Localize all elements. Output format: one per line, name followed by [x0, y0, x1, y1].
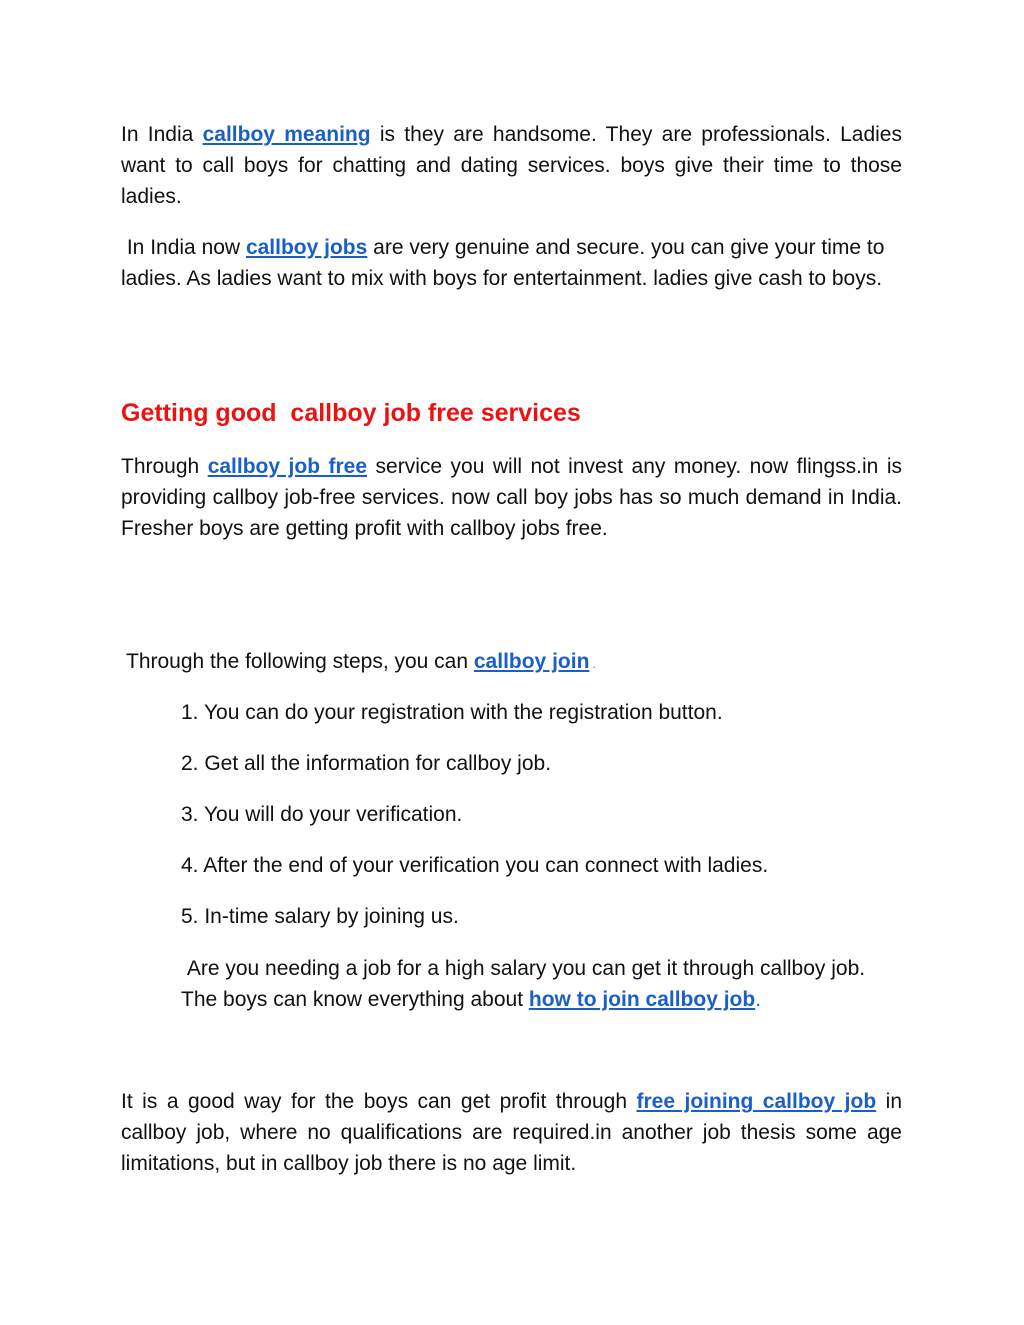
link-how-to-join-callboy-job[interactable]: how to join callboy job	[528, 988, 756, 1011]
paragraph-text: Are you needing a job for a high salary you can get it through callboy job. The boys can know everything about	[181, 957, 871, 1011]
link-callboy-meaning[interactable]: callboy meaning	[202, 123, 371, 146]
link-callboy-jobs[interactable]: callboy jobs	[245, 236, 368, 259]
step-item: 3. You will do your verification.	[181, 803, 463, 826]
section-heading: Getting good callboy job free services	[121, 399, 581, 427]
step-item: 1. You can do your registration with the registration button.	[181, 701, 723, 724]
paragraph-free-joining	[121, 1086, 902, 1179]
paragraph-high-salary	[181, 953, 902, 1015]
link-free-joining-callboy-job[interactable]: free joining callboy job	[636, 1090, 877, 1113]
link-callboy-job-free[interactable]: callboy job free	[207, 455, 368, 478]
step-item: 2. Get all the information for callboy job.	[181, 752, 552, 775]
paragraph-text: .	[589, 659, 596, 671]
paragraph-text: is they are handsome. They are professionals. Ladies want to call boys for chatting and dating services. boys give their time to those ladies.	[121, 123, 902, 208]
paragraph-text: are very genuine and secure. you can give your time to ladies. As ladies want to mix with boys for entertainment. ladies give cash to boys.	[121, 236, 885, 290]
paragraph-text: It is a good way for the boys can get profit through	[121, 1090, 637, 1113]
paragraph-callboy-jobs	[121, 232, 902, 294]
paragraph-text: in callboy job, where no qualifications are required.in another job thesis some age limitations, but in callboy job there is no age limit.	[121, 1090, 902, 1175]
paragraph-steps-intro	[126, 646, 907, 681]
paragraph-text: service you will not invest any money. now flingss.in is providing callboy job-free services. now call boy jobs has so much demand in India. Fresher boys are getting profit with callboy jobs free.	[121, 455, 902, 540]
paragraph-text: Through the following steps, you can	[126, 650, 474, 673]
paragraph-text: In India	[121, 123, 203, 146]
paragraph-text: In India now	[121, 236, 246, 259]
step-item: 4. After the end of your verification you can connect with ladies.	[181, 854, 769, 877]
paragraph-callboy-meaning	[121, 119, 902, 212]
link-callboy-join[interactable]: callboy join	[473, 650, 590, 673]
paragraph-text: .	[755, 988, 762, 1011]
paragraph-callboy-job-free	[121, 451, 902, 544]
paragraph-text: Through	[121, 455, 208, 478]
step-item: 5. In-time salary by joining us.	[181, 905, 459, 928]
